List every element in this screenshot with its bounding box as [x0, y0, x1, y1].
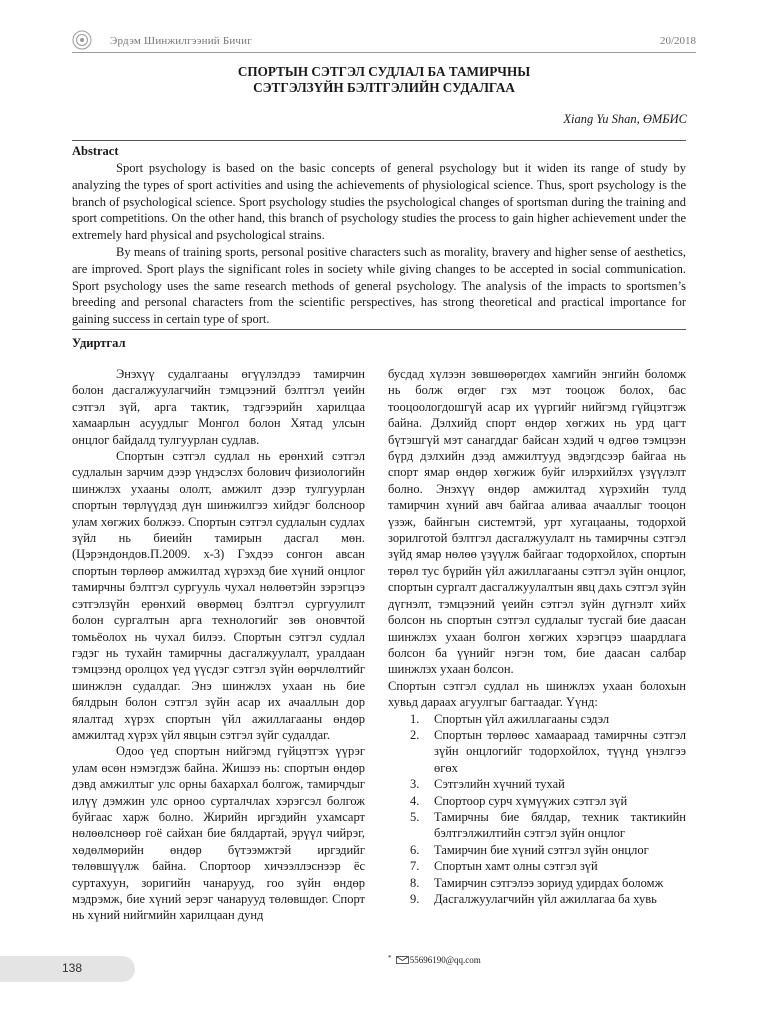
list-item-text: Тамирчин сэтгэлээ зориуд удирдах боломж — [434, 875, 664, 890]
abstract-body — [72, 160, 686, 328]
list-item-text: Сэтгэлийн хүчний тухай — [434, 777, 565, 792]
author-email: 55696190@qq.com — [409, 955, 481, 965]
list-item — [388, 842, 686, 858]
body-paragraph: Спортын сэтгэл судлал нь шинжлэх ухаан болохын хувьд дараах агуулгыг багтаадаг. Үүнд: — [388, 678, 686, 710]
list-item — [388, 776, 686, 792]
list-item — [388, 793, 686, 809]
list-item — [388, 727, 686, 776]
list-item-text: Дасгалжуулагчийн үйл ажиллагаа ба хувь — [434, 892, 657, 906]
article-title — [72, 64, 696, 96]
list-item-text: Спортоор сурч хүмүүжих сэтгэл зүй — [434, 793, 628, 808]
university-logo-icon — [72, 30, 92, 50]
list-item-number: 8. — [410, 875, 420, 890]
list-item — [388, 858, 686, 874]
list-item-number: 6. — [410, 842, 420, 857]
list-item-text: Спортын үйл ажиллагааны сэдэл — [434, 711, 610, 726]
body-paragraph: бусдад хүлээн зөвшөөрөгдөх хамгийн энгийн боломж нь болж өгдөг гэх мэт тооцож болох, бас тооцоологдошгүй асар их үүргийг нийгэмд гүйцэтгэж байна. Дэлхийд спорт өндөр хөгжих нь урд цагт бүтэшгүй мэт санагддаг байсан хэдий ч өдгөө тэмцээн бүрд дэлхийн дээд амжилтууд эвдэгдсээр байгаа нь спорт ямар өндөр хөгжиж буйг илэрхийлэх үзүүлэлт болно. Энэхүү өндөр амжилтад хүрэхийн тулд тамирчин хүний авч байгаа аливаа ачааллыг тооцон үзэж, байнгын системтэй, урт хугацааны, тодорхой зорилготой бэлтгэл дасгалжуулалт нь тамирчны сэтгэл зүйд ямар нөлөө үзүүлж байгааг тодорхойлох, спортын төрөл тус бүрийн үйл ажиллагааны сэтгэл зүйн онцлог, спортын сургалт дасгалжуулалтын явц дахь сэтгэл зүйн дүгнэлт, тэмцээний үеийн сэтгэл зүйн дүгнэлт хийх болсон нь спортын сэтгэл судлалыг тусгай бие даасан шинжлэх ухаан болгон хөгжих хэрэгцээ шаардлага болсон ба үүнийг нэгэн том, бие даасан салбар шинжлэх ухаан болсон. — [388, 367, 686, 677]
running-header — [72, 30, 696, 53]
left-column — [72, 366, 365, 924]
author: Xiang Yu Shan, ӨМБИС — [563, 112, 687, 126]
body-paragraph: Спортын сэтгэл судлал нь ерөнхий сэтгэл судлалын зарчим дээр үндэслэх болович физиологийн шинжлэх ухааны ололт, амжилт дээр тулгуурлан спортын төрлүүдэд дүн шинжилгээ хийдэг болсноор улам хөгжих болжээ. Спортын сэтгэл судлалын судлах зүйл нь биеийн тамирын дасгал мөн. (Цэрэндондов.П.2009. х-3) Гэхдээ сонгон авсан спортын төрлөөр амжилтад хүрэхэд бие хүний онцлог тамирчны бэлтгэл сургууль чухал нөлөөтэйн зэрэгцээ сэтгэлзүйн ерөнхий өвөрмөц бэлтгэл сургуулилт болон сургалтын арга технологийг зөв оновчтой томьёолох нь чухал билээ. Спортын сэтгэл судлал гэдэг нь тухайн тамирчны дасгалжуулалт, уралдаан тэмцээнд оролцох үед үүсдэг сэтгэл зүйн өөрчлөлтийг шинжлэн судалдаг. Энэ шинжлэх ухаан нь бие бялдрын болон сэтгэл зүйн асар их ачааллын дор ялалтад хүрэх спортын үйл ажиллагааны өндөр амжилтад хүрэх үйл явцын сэтгэл зүйг судалдаг. — [72, 449, 365, 742]
abstract-bottom-rule — [72, 329, 686, 330]
page-number-tab — [0, 956, 135, 982]
list-item — [388, 875, 686, 891]
journal-name: Эрдэм Шинжилгээний Бичиг — [110, 35, 252, 47]
list-item — [388, 711, 686, 727]
list-item-number: 2. — [410, 727, 420, 742]
envelope-icon — [396, 956, 409, 964]
title-line-1: СПОРТЫН СЭТГЭЛ СУДЛАЛ БА ТАМИРЧНЫ — [237, 64, 531, 79]
list-item-number: 7. — [410, 859, 420, 874]
list-item-text: Тамирчин бие хүний сэтгэл зүйн онцлог — [434, 842, 649, 857]
abstract-paragraph: By means of training sports, personal positive characters such as morality, bravery and higher sense of aesthetics, are improved. Sport plays the significant roles in society while giving changes to be accepted in social communication. Sport psychology uses the same research methods of general psychology. The analysis of the impacts to sportsmen’s breeding and personal characters from the scientific perspectives, has strong theoretical and practical importance for gaining success in certain type of sport. — [72, 244, 686, 327]
list-item-text: Тамирчны бие бялдар, техник тактикийн бэлтгэлжилтийн сэтгэл зүйн онцлог — [434, 809, 686, 841]
list-item-text: Спортын хамт олны сэтгэл зүй — [434, 859, 598, 874]
content-list — [388, 711, 686, 908]
footnote-mark: * — [388, 954, 392, 962]
body-paragraph: Одоо үед спортын нийгэмд гүйцэтгэх үүрэг улам өсөн нэмэгдэж байна. Жишээ нь: спортын өндөр дэвд амжилтыг улс орны бахархал болгож, тамирчдыг илүү дэмжин улс орноо сурталчлах хэрэгсэл болгож буйгаас харж болно. Жирийн иргэдийн ухамсарт нөлөөлснөөр гоё сайхан бие бялдартай, эрүүл чийрэг, хөдөлмөрийн өндөр бүтээмжтэй иргэдийг төлөвшүүлж байна. Спортоор хичээллэснээр ёс суртахуун, зоригийн чанарууд, гоо зүйн өндөр мэдрэмж, бие хүний эерэг чанарууд төлөвшдөг. Спорт нь хүний нийгмийн харилцаан дунд — [72, 744, 365, 923]
right-column — [388, 366, 686, 907]
title-line-2: СЭТГЭЛЗҮЙН БЭЛТГЭЛИЙН СУДАЛГАА — [253, 80, 515, 95]
abstract-heading: Abstract — [72, 144, 119, 158]
list-item — [388, 891, 686, 907]
list-item-number: 1. — [410, 711, 420, 726]
footnote — [388, 955, 481, 965]
list-item-number: 5. — [410, 809, 420, 824]
page-number: 138 — [62, 961, 83, 975]
abstract-paragraph: Sport psychology is based on the basic concepts of general psychology but it widen its range of study by analyzing the types of sport activities and using the achievements of physiological science. Thus, sport psychology is the branch of psychological science. Sport psychology studies the psychological changes of sportsman during the training and sport competitions. On the other hand, this branch of psychology studies the process to gain higher achievement under the extremely hard physical and psychological strains. — [72, 161, 686, 243]
list-item-number: 3. — [410, 777, 420, 792]
body-paragraph: Энэхүү судалгааны өгүүлэлдээ тамирчин болон дасгалжуулагчийн тэмцээний бэлтгэл үеийн сэтгэл зүй, арга тактик, тэдгээрийн харилцаа хамаарлын асуудлыг Монгол болон Хятад улсын онцлог байдалд тулгуурлан судлав. — [72, 367, 365, 447]
list-item-number: 9. — [410, 892, 420, 906]
list-item — [388, 809, 686, 842]
abstract-top-rule — [72, 140, 686, 141]
list-item-text: Спортын төрлөөс хамаараад тамирчны сэтгэл зүйн онцлогийг тодорхойлох, түүнд үнэлгээ өгөх — [434, 727, 686, 775]
list-item-number: 4. — [410, 793, 420, 808]
issue-number: 20/2018 — [659, 35, 696, 47]
introduction-heading: Удиртгал — [72, 336, 126, 350]
